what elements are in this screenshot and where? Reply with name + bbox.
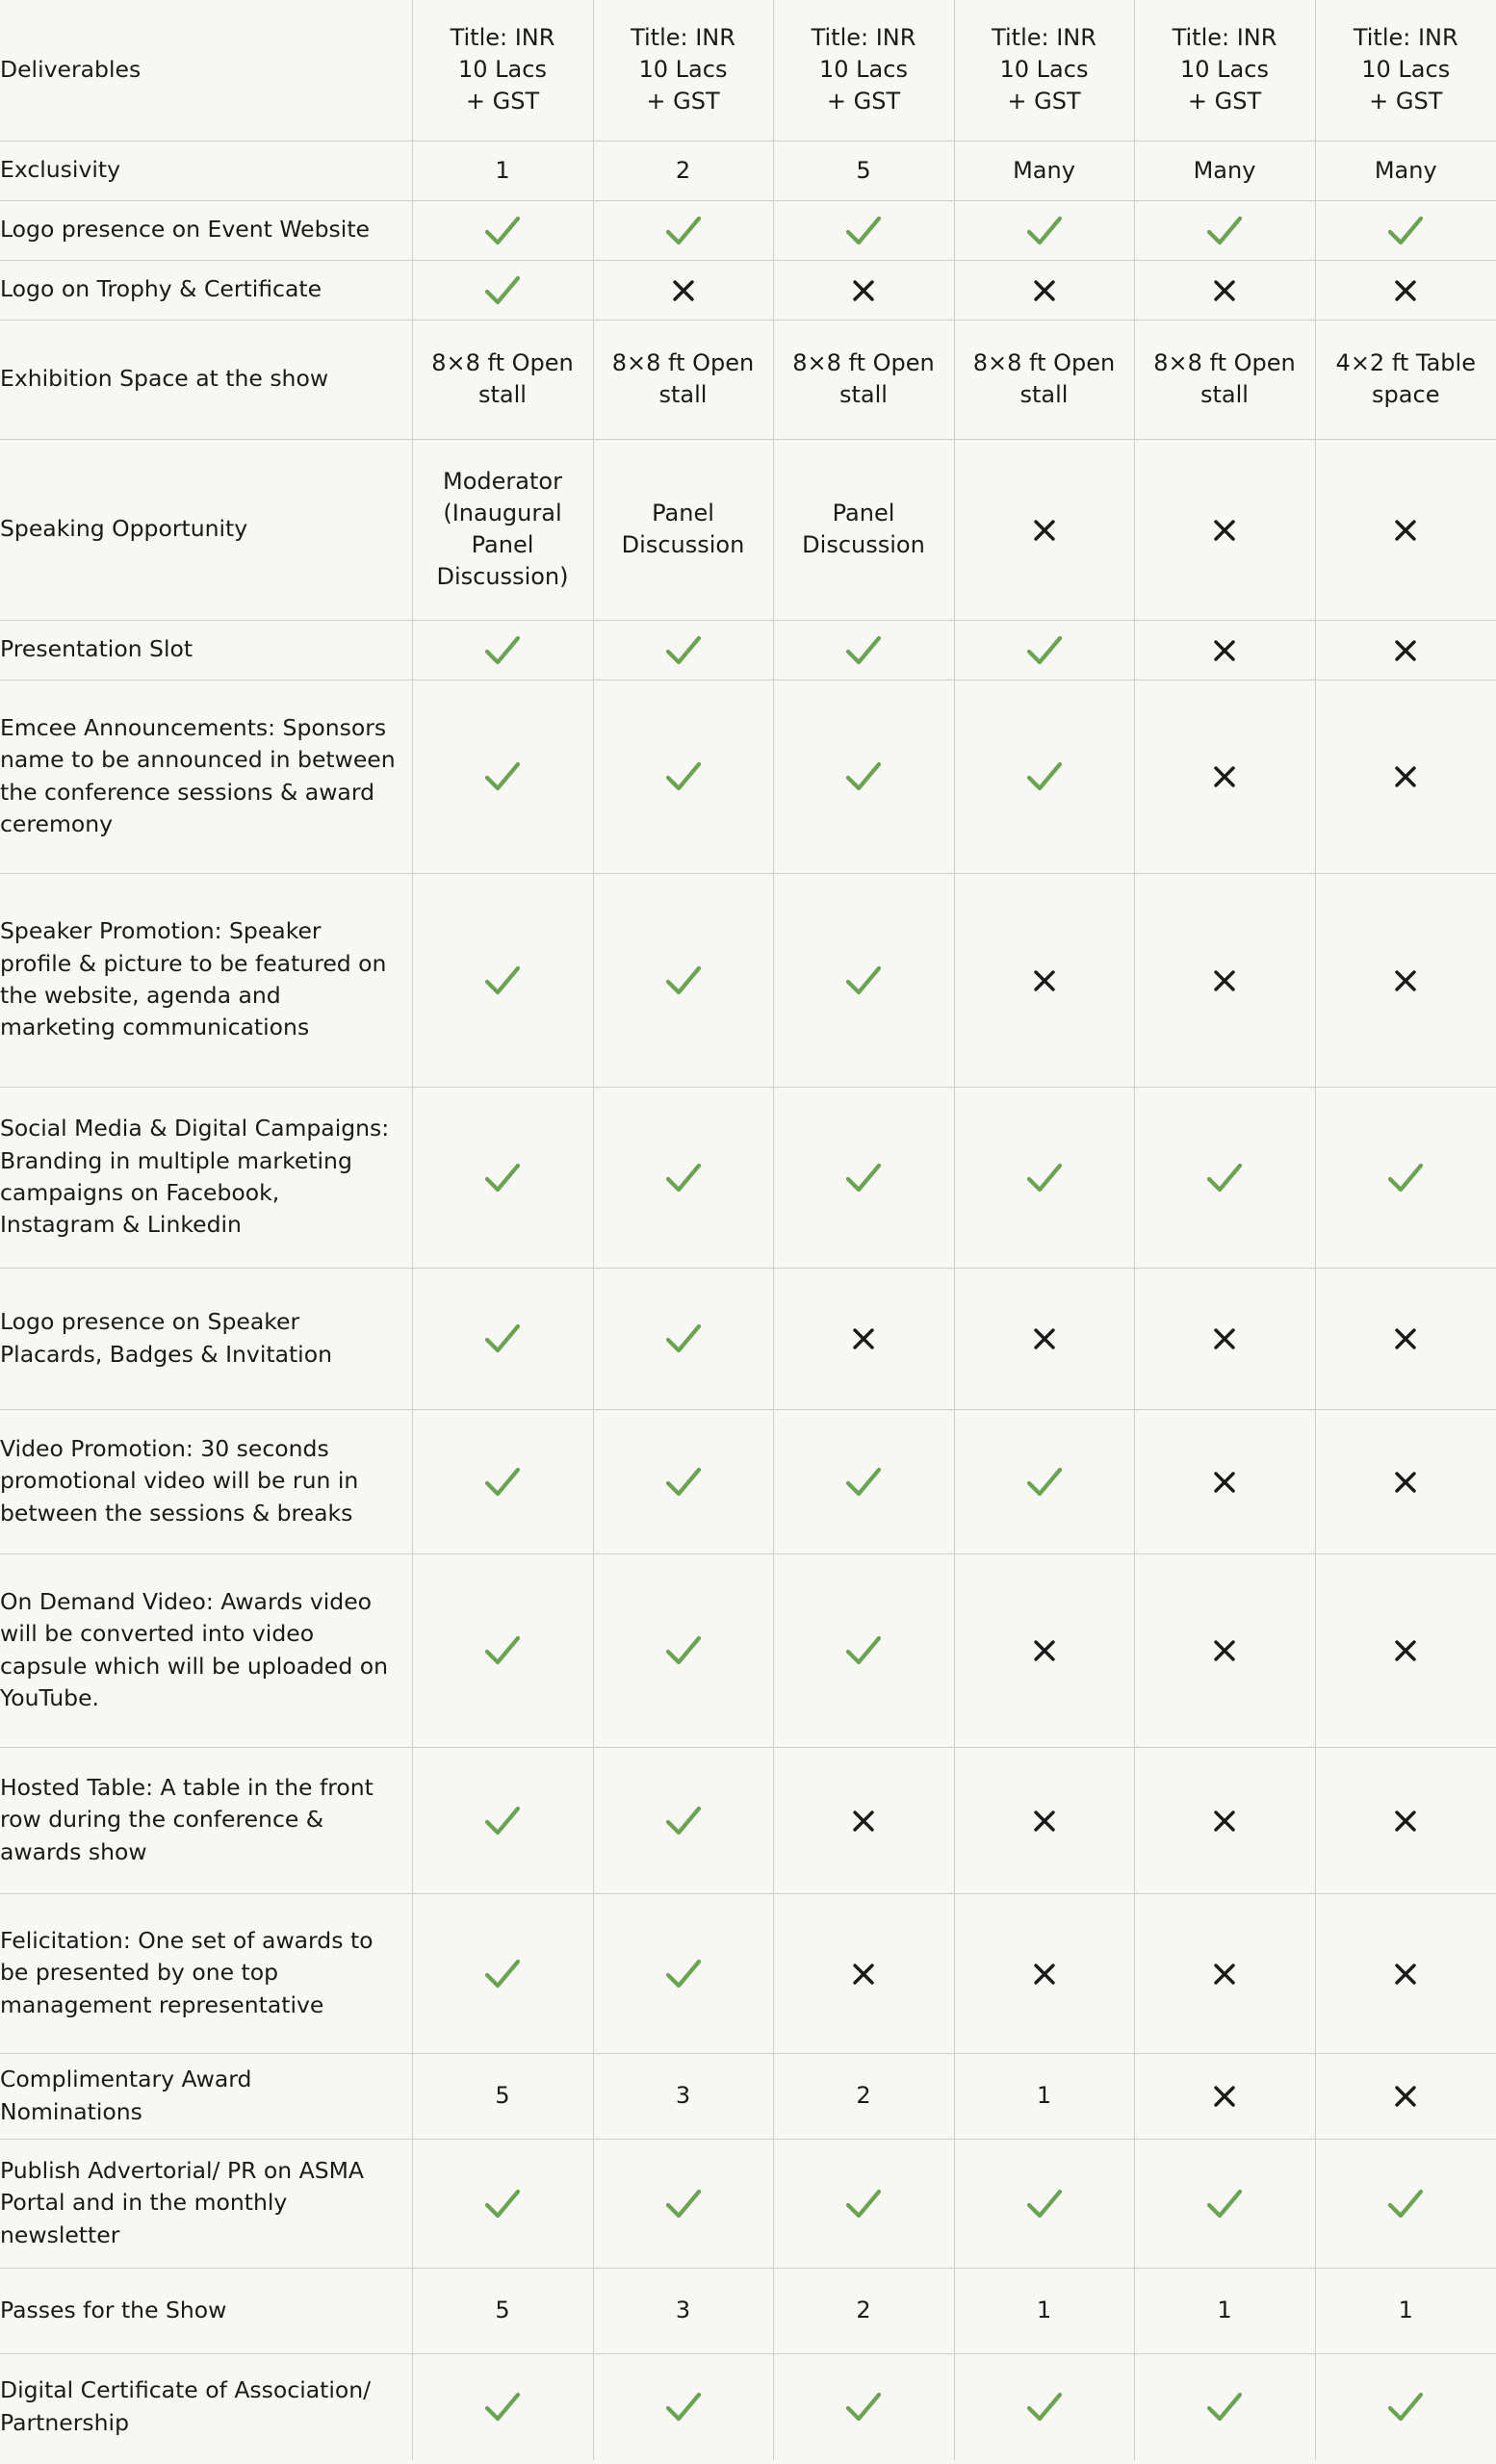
table-cell: [954, 2268, 1134, 2353]
cell-text: 4×2 ft Table space: [1335, 349, 1476, 408]
check-icon: [666, 1806, 701, 1836]
table-cell: [412, 260, 593, 320]
check-icon: [1207, 1163, 1242, 1194]
table-cell: [954, 1087, 1134, 1268]
table-cell: [773, 200, 954, 260]
cross-icon: [1213, 519, 1236, 542]
row-label: Logo on Trophy & Certificate: [0, 260, 412, 320]
check-icon: [1207, 2189, 1242, 2220]
cell-text: 8×8 ft Open stall: [431, 349, 574, 408]
check-icon: [846, 635, 881, 666]
cell-text: Many: [1374, 156, 1437, 184]
table-cell: [1134, 2353, 1315, 2460]
cross-icon: [1213, 279, 1236, 302]
deliverables-header: Deliverables: [0, 0, 412, 141]
table-cell: [1134, 2268, 1315, 2353]
check-icon: [485, 1163, 520, 1194]
check-icon: [485, 1806, 520, 1836]
table-cell: [412, 873, 593, 1087]
table-cell: [412, 2268, 593, 2353]
table-cell: [412, 200, 593, 260]
cell-text: 1: [1036, 2297, 1052, 2323]
table-row: [0, 141, 1496, 200]
cell-text: Panel Discussion: [621, 500, 745, 558]
row-label: Hosted Table: A table in the front row during the conference & awards show: [0, 1747, 412, 1893]
table-cell: [954, 141, 1134, 200]
check-icon: [846, 1635, 881, 1666]
table-cell: [1134, 2139, 1315, 2268]
table-cell: [412, 320, 593, 439]
table-cell: [773, 2053, 954, 2139]
check-icon: [485, 1635, 520, 1666]
row-label: Digital Certificate of Association/ Partnership: [0, 2353, 412, 2460]
check-icon: [846, 965, 881, 996]
table-cell: [954, 260, 1134, 320]
table-cell: [1134, 873, 1315, 1087]
table-cell: [1315, 200, 1496, 260]
cell-text: 2: [856, 2082, 871, 2109]
table-row: [0, 2139, 1496, 2268]
table-row: [0, 1087, 1496, 1268]
table-cell: [1134, 439, 1315, 620]
tier-header-5: Title: INR 10 Lacs + GST: [1134, 0, 1315, 141]
check-icon: [666, 635, 701, 666]
table-cell: [412, 680, 593, 873]
table-cell: [1134, 1747, 1315, 1893]
check-icon: [1027, 635, 1062, 666]
check-icon: [485, 1959, 520, 1989]
cell-text: 2: [856, 2297, 871, 2323]
row-label: Exhibition Space at the show: [0, 320, 412, 439]
table-cell: [954, 1747, 1134, 1893]
table-row: [0, 439, 1496, 620]
table-cell: [593, 439, 773, 620]
table-cell: [1315, 2053, 1496, 2139]
cross-icon: [1033, 1639, 1056, 1662]
cross-icon: [852, 1327, 875, 1350]
table-cell: [1315, 680, 1496, 873]
cell-text: 1: [1398, 2297, 1413, 2323]
table-cell: [412, 2139, 593, 2268]
cross-icon: [1394, 2085, 1417, 2108]
check-icon: [485, 965, 520, 996]
table-cell: [1315, 1268, 1496, 1409]
table-cell: [773, 620, 954, 680]
row-label: Social Media & Digital Campaigns: Branding in multiple marketing campaigns on Facebook, Instagram & Linkedin: [0, 1087, 412, 1268]
cross-icon: [1394, 1963, 1417, 1986]
check-icon: [1207, 216, 1242, 246]
cell-text: Moderator (Inaugural Panel Discussion): [436, 468, 569, 590]
table-cell: [1134, 620, 1315, 680]
table-cell: [593, 680, 773, 873]
table-cell: [773, 2139, 954, 2268]
check-icon: [485, 2392, 520, 2423]
row-label: Complimentary Award Nominations: [0, 2053, 412, 2139]
check-icon: [846, 761, 881, 792]
cell-text: 5: [856, 156, 871, 184]
table-cell: [954, 873, 1134, 1087]
table-cell: [1134, 2053, 1315, 2139]
cross-icon: [1213, 2085, 1236, 2108]
table-cell: [1315, 2353, 1496, 2460]
check-icon: [846, 1467, 881, 1498]
table-cell: [773, 439, 954, 620]
table-cell: [1134, 260, 1315, 320]
tier-header-3: Title: INR 10 Lacs + GST: [773, 0, 954, 141]
cross-icon: [1394, 1327, 1417, 1350]
table-cell: [412, 439, 593, 620]
check-icon: [1027, 2392, 1062, 2423]
cross-icon: [1213, 1327, 1236, 1350]
row-label: Logo presence on Speaker Placards, Badges & Invitation: [0, 1268, 412, 1409]
table-cell: [773, 1893, 954, 2053]
check-icon: [1027, 761, 1062, 792]
check-icon: [846, 2189, 881, 2220]
table-cell: [954, 1553, 1134, 1747]
check-icon: [846, 216, 881, 246]
table-cell: [1134, 1893, 1315, 2053]
table-cell: [412, 141, 593, 200]
check-icon: [846, 1163, 881, 1194]
cell-text: 1: [1036, 2082, 1052, 2109]
table-cell: [593, 2139, 773, 2268]
table-cell: [1315, 620, 1496, 680]
cross-icon: [1394, 1471, 1417, 1494]
tier-header-6: Title: INR 10 Lacs + GST: [1315, 0, 1496, 141]
table-cell: [1315, 1893, 1496, 2053]
cross-icon: [852, 1963, 875, 1986]
check-icon: [666, 761, 701, 792]
table-cell: [593, 873, 773, 1087]
table-cell: [773, 873, 954, 1087]
tier-header-1: Title: INR 10 Lacs + GST: [412, 0, 593, 141]
table-cell: [412, 1747, 593, 1893]
table-cell: [1134, 1553, 1315, 1747]
table-cell: [954, 680, 1134, 873]
table-cell: [593, 1409, 773, 1553]
table-cell: [593, 620, 773, 680]
table-row: [0, 320, 1496, 439]
row-label: Logo presence on Event Website: [0, 200, 412, 260]
table-cell: [773, 680, 954, 873]
table-cell: [412, 1553, 593, 1747]
cross-icon: [1213, 969, 1236, 992]
table-cell: [954, 1268, 1134, 1409]
row-label: On Demand Video: Awards video will be converted into video capsule which will be uploaded on YouTube.: [0, 1553, 412, 1747]
table-cell: [1315, 2139, 1496, 2268]
table-cell: [412, 2353, 593, 2460]
check-icon: [666, 1959, 701, 1989]
cross-icon: [1213, 1963, 1236, 1986]
table-cell: [1315, 1409, 1496, 1553]
row-label: Passes for the Show: [0, 2268, 412, 2353]
table-cell: [773, 2268, 954, 2353]
table-cell: [954, 620, 1134, 680]
check-icon: [485, 275, 520, 306]
cross-icon: [1033, 1810, 1056, 1833]
cross-icon: [1033, 969, 1056, 992]
check-icon: [666, 216, 701, 246]
cross-icon: [1394, 765, 1417, 788]
table-cell: [954, 2139, 1134, 2268]
cross-icon: [1394, 639, 1417, 662]
table-cell: [773, 260, 954, 320]
check-icon: [485, 761, 520, 792]
table-cell: [412, 1409, 593, 1553]
row-label: Presentation Slot: [0, 620, 412, 680]
cell-text: 5: [495, 2082, 510, 2109]
table-row: [0, 2053, 1496, 2139]
table-cell: [954, 200, 1134, 260]
table-cell: [773, 1087, 954, 1268]
table-cell: [773, 1747, 954, 1893]
check-icon: [666, 1323, 701, 1354]
row-label: Speaking Opportunity: [0, 439, 412, 620]
cross-icon: [1394, 1810, 1417, 1833]
row-label: Emcee Announcements: Sponsors name to be announced in between the conference sessions & award ceremony: [0, 680, 412, 873]
cross-icon: [1213, 1639, 1236, 1662]
table-cell: [593, 260, 773, 320]
table-cell: [954, 439, 1134, 620]
table-cell: [1315, 320, 1496, 439]
cross-icon: [1033, 1327, 1056, 1350]
table-row: [0, 2353, 1496, 2460]
check-icon: [485, 1467, 520, 1498]
table-row: [0, 1409, 1496, 1553]
table-cell: [954, 1893, 1134, 2053]
cell-text: 3: [675, 2082, 691, 2109]
table-row: [0, 873, 1496, 1087]
table-row: [0, 1747, 1496, 1893]
table-cell: [1134, 1268, 1315, 1409]
table-cell: [593, 2053, 773, 2139]
cell-text: 8×8 ft Open stall: [611, 349, 755, 408]
table-cell: [1315, 141, 1496, 200]
table-row: [0, 680, 1496, 873]
cell-text: 8×8 ft Open stall: [972, 349, 1116, 408]
cell-text: Panel Discussion: [802, 500, 925, 558]
table-cell: [1315, 1747, 1496, 1893]
table-row: [0, 620, 1496, 680]
header-row: [0, 0, 1496, 141]
cross-icon: [1033, 519, 1056, 542]
table-cell: [1134, 1409, 1315, 1553]
cell-text: 8×8 ft Open stall: [792, 349, 935, 408]
check-icon: [666, 965, 701, 996]
check-icon: [666, 1163, 701, 1194]
cell-text: Many: [1193, 156, 1256, 184]
cross-icon: [1213, 639, 1236, 662]
cell-text: Many: [1013, 156, 1075, 184]
row-label: Video Promotion: 30 seconds promotional video will be run in between the sessions & breaks: [0, 1409, 412, 1553]
table-cell: [1134, 320, 1315, 439]
table-cell: [954, 1409, 1134, 1553]
check-icon: [1027, 2189, 1062, 2220]
table-cell: [593, 1268, 773, 1409]
cross-icon: [672, 279, 695, 302]
cross-icon: [1033, 1963, 1056, 1986]
check-icon: [666, 1467, 701, 1498]
cross-icon: [1213, 765, 1236, 788]
tier-header-2: Title: INR 10 Lacs + GST: [593, 0, 773, 141]
check-icon: [485, 1323, 520, 1354]
table-cell: [412, 1268, 593, 1409]
cross-icon: [1394, 1639, 1417, 1662]
check-icon: [846, 2392, 881, 2423]
table-cell: [1134, 141, 1315, 200]
row-label: Publish Advertorial/ PR on ASMA Portal and in the monthly newsletter: [0, 2139, 412, 2268]
table-cell: [773, 1553, 954, 1747]
table-row: [0, 260, 1496, 320]
table-cell: [593, 141, 773, 200]
cross-icon: [1213, 1471, 1236, 1494]
check-icon: [485, 216, 520, 246]
table-row: [0, 1893, 1496, 2053]
table-cell: [773, 2353, 954, 2460]
check-icon: [666, 2189, 701, 2220]
cell-text: 2: [675, 156, 691, 184]
check-icon: [1027, 1467, 1062, 1498]
cell-text: 1: [495, 156, 510, 184]
check-icon: [1388, 2189, 1423, 2220]
cross-icon: [852, 279, 875, 302]
table-cell: [1134, 680, 1315, 873]
cross-icon: [1394, 519, 1417, 542]
table-cell: [1315, 439, 1496, 620]
cell-text: 3: [675, 2297, 691, 2323]
check-icon: [1388, 2392, 1423, 2423]
check-icon: [666, 1635, 701, 1666]
table-cell: [593, 2268, 773, 2353]
table-cell: [1315, 873, 1496, 1087]
table-cell: [1315, 1087, 1496, 1268]
row-label: Exclusivity: [0, 141, 412, 200]
table-cell: [593, 320, 773, 439]
check-icon: [485, 635, 520, 666]
table-cell: [593, 2353, 773, 2460]
table-cell: [1134, 200, 1315, 260]
check-icon: [666, 2392, 701, 2423]
row-label: Felicitation: One set of awards to be presented by one top management representative: [0, 1893, 412, 2053]
tier-header-4: Title: INR 10 Lacs + GST: [954, 0, 1134, 141]
table-cell: [593, 1893, 773, 2053]
check-icon: [1027, 1163, 1062, 1194]
table-cell: [412, 620, 593, 680]
table-cell: [593, 1747, 773, 1893]
cross-icon: [1033, 279, 1056, 302]
table-row: [0, 200, 1496, 260]
check-icon: [485, 2189, 520, 2220]
table-cell: [593, 1553, 773, 1747]
cell-text: 5: [495, 2297, 510, 2323]
cell-text: 1: [1217, 2297, 1232, 2323]
table-cell: [773, 320, 954, 439]
table-cell: [593, 200, 773, 260]
table-cell: [1315, 2268, 1496, 2353]
cross-icon: [1394, 279, 1417, 302]
table-cell: [773, 1409, 954, 1553]
table-cell: [412, 2053, 593, 2139]
table-row: [0, 2268, 1496, 2353]
check-icon: [1207, 2392, 1242, 2423]
table-row: [0, 1553, 1496, 1747]
table-cell: [1134, 1087, 1315, 1268]
table-cell: [773, 1268, 954, 1409]
table-cell: [1315, 260, 1496, 320]
cross-icon: [1394, 969, 1417, 992]
table-cell: [593, 1087, 773, 1268]
check-icon: [1027, 216, 1062, 246]
check-icon: [1388, 1163, 1423, 1194]
table-cell: [954, 320, 1134, 439]
row-label: Speaker Promotion: Speaker profile & picture to be featured on the website, agenda and marketing communications: [0, 873, 412, 1087]
cross-icon: [1213, 1810, 1236, 1833]
table-cell: [412, 1893, 593, 2053]
cell-text: 8×8 ft Open stall: [1153, 349, 1296, 408]
table-cell: [954, 2053, 1134, 2139]
table-row: [0, 1268, 1496, 1409]
table-cell: [1315, 1553, 1496, 1747]
table-cell: [954, 2353, 1134, 2460]
cross-icon: [852, 1810, 875, 1833]
table-cell: [773, 141, 954, 200]
check-icon: [1388, 216, 1423, 246]
table-cell: [412, 1087, 593, 1268]
